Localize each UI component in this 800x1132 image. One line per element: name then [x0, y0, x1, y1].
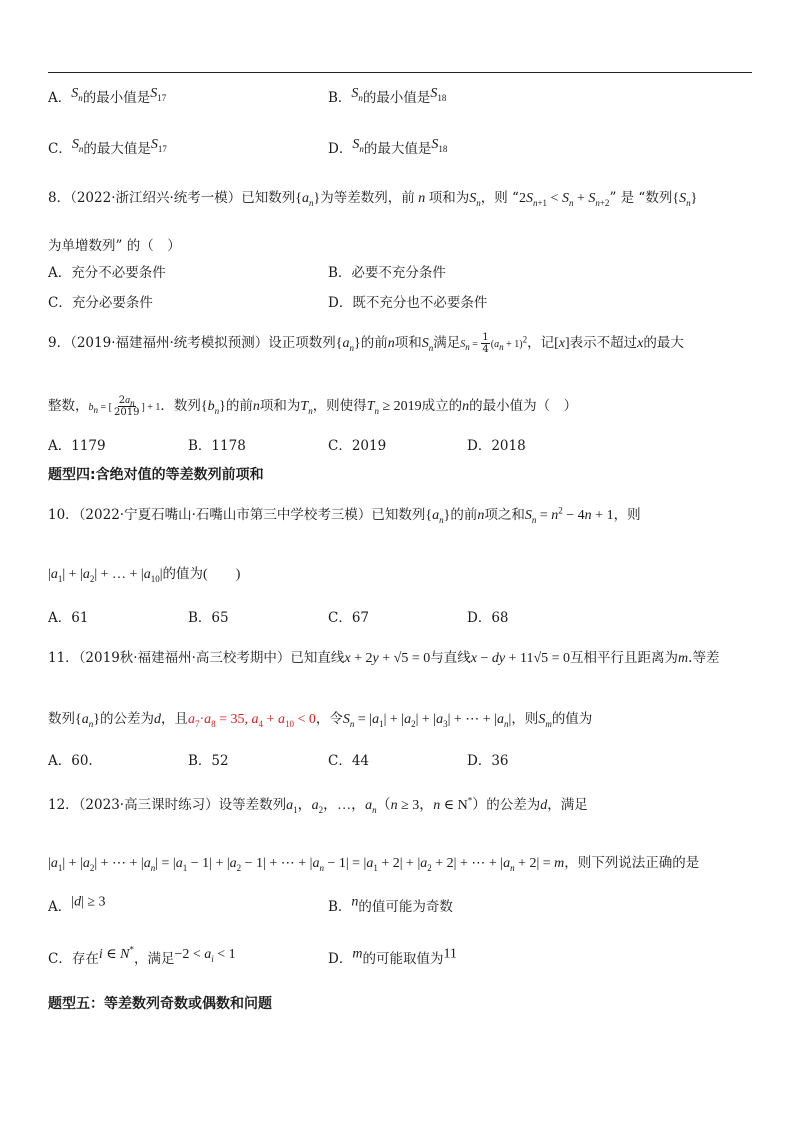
q8-option-c[interactable]: C．充分必要条件 — [48, 295, 153, 311]
q12-stem-line2: $|a_1| + |a_2|$ + ⋯ + $|a_n| = |a_1 - 1| + |a_2 - 1|$ + ⋯ + $|a_n - 1| = |a_1 + 2| + |a_2 + 2|$ + ⋯ + $|a_n + 2| = m$，则下列说法正确的是 — [48, 855, 700, 873]
q8-stem: 8．（2022·浙江绍兴·统考一模）已知数列$\{a_n\}$为等差数列，前 n 项和为$S_n$，则 “$2S_{n+1} < S_n + S_{n+2}$” 是 “数列$\{S_n\}$ — [48, 190, 698, 208]
q8-option-a[interactable]: A．充分不必要条件 — [48, 265, 166, 281]
q7-option-a[interactable]: A．$^{S_n}$的最小值是$^{S_{17}}$ — [48, 85, 167, 106]
q8-stem-line2: 为单增数列” 的（ ） — [48, 238, 181, 254]
q9-stem: 9．（2019·福建福州·统考模拟预测）设正项数列$\{a_n\}$的前n项和$S_n$满足$S_n$ = $\frac{1}{4}$ $(a_n + 1)^2$，记[x]表示不超过x的最大 — [48, 332, 684, 355]
q10-option-a[interactable]: A．61 — [48, 610, 89, 626]
q7-option-b[interactable]: B．$^{S_n}$的最小值是$^{S_{18}}$ — [328, 85, 447, 106]
q10-stem-line2: $|a_1| + |a_2|$ + … + $|a_{10}|$的值为( ) — [48, 566, 241, 584]
section-heading-4: 题型四:含绝对值的等差数列前项和 — [48, 467, 264, 483]
q10-option-c[interactable]: C．67 — [328, 610, 370, 626]
q9-option-c[interactable]: C．2019 — [328, 438, 387, 454]
q9-option-a[interactable]: A．1179 — [48, 438, 106, 454]
q7-option-d[interactable]: D．$^{S_n}$的最大值是$^{S_{18}}$ — [328, 136, 448, 157]
q11-option-d[interactable]: D．36 — [467, 753, 509, 769]
q12-option-b[interactable]: B．$^n$的值可能为奇数 — [328, 894, 453, 915]
q12-option-a[interactable]: A．$^{|d| \ge 3}$ — [48, 894, 106, 915]
q9-option-b[interactable]: B．1178 — [188, 438, 246, 454]
q11-stem: 11．（2019秋·福建福州·高三校考期中）已知直线x + 2y + √5 = 0与直线x − dy + 11√5 = 0互相平行且距离为m.等差 — [48, 650, 720, 666]
q12-option-d[interactable]: D．$^m$的可能取值为$^{11}$ — [328, 946, 457, 967]
q12-option-c[interactable]: C．存在$^{i \in N^*}$，满足$^{-2 < a_i < 1}$ — [48, 943, 236, 967]
q10-option-d[interactable]: D．68 — [467, 610, 509, 626]
top-rule — [48, 72, 752, 73]
q10-stem: 10．（2022·宁夏石嘴山·石嘴山市第三中学校考三模）已知数列$\{a_n\}$的前n项之和$S_n = n^2 - 4n + 1$，则 — [48, 505, 641, 525]
q9-stem-line2: 整数，$b_n$ = [ $\frac{2a_n}{2019}$ ] + 1．数列$\{b_n\}$的前n项和为$T_n$，则使得$T_n \ge 2019$成立的n的最小值为（ ） — [48, 395, 578, 418]
q11-option-b[interactable]: B．52 — [188, 753, 229, 769]
q8-option-d[interactable]: D．既不充分也不必要条件 — [328, 295, 488, 311]
q9-option-d[interactable]: D．2018 — [467, 438, 526, 454]
q10-option-b[interactable]: B．65 — [188, 610, 229, 626]
q11-option-a[interactable]: A．60. — [48, 753, 93, 769]
q11-stem-line2: 数列$\{a_n\}$的公差为d，且$a_7\cdot a_8 = 35$, $a_4 + a_{10} < 0$，令$S_n = |a_1| + |a_2| + |a_3|$ + ⋯ + $|a_n|$，则$S_m$的值为 — [48, 711, 593, 729]
q11-option-c[interactable]: C．44 — [328, 753, 370, 769]
q12-stem: 12．（2023·高三课时练习）设等差数列$a_1$，$a_2$，…，$a_n(n \ge 3$，n ∈ N*）的公差为d，满足 — [48, 795, 588, 815]
q7-option-c[interactable]: C．$^{S_n}$的最大值是$^{S_{17}}$ — [48, 136, 167, 157]
q8-option-b[interactable]: B．必要不充分条件 — [328, 265, 446, 281]
section-heading-5: 题型五：等差数列奇数或偶数和问题 — [48, 996, 272, 1012]
